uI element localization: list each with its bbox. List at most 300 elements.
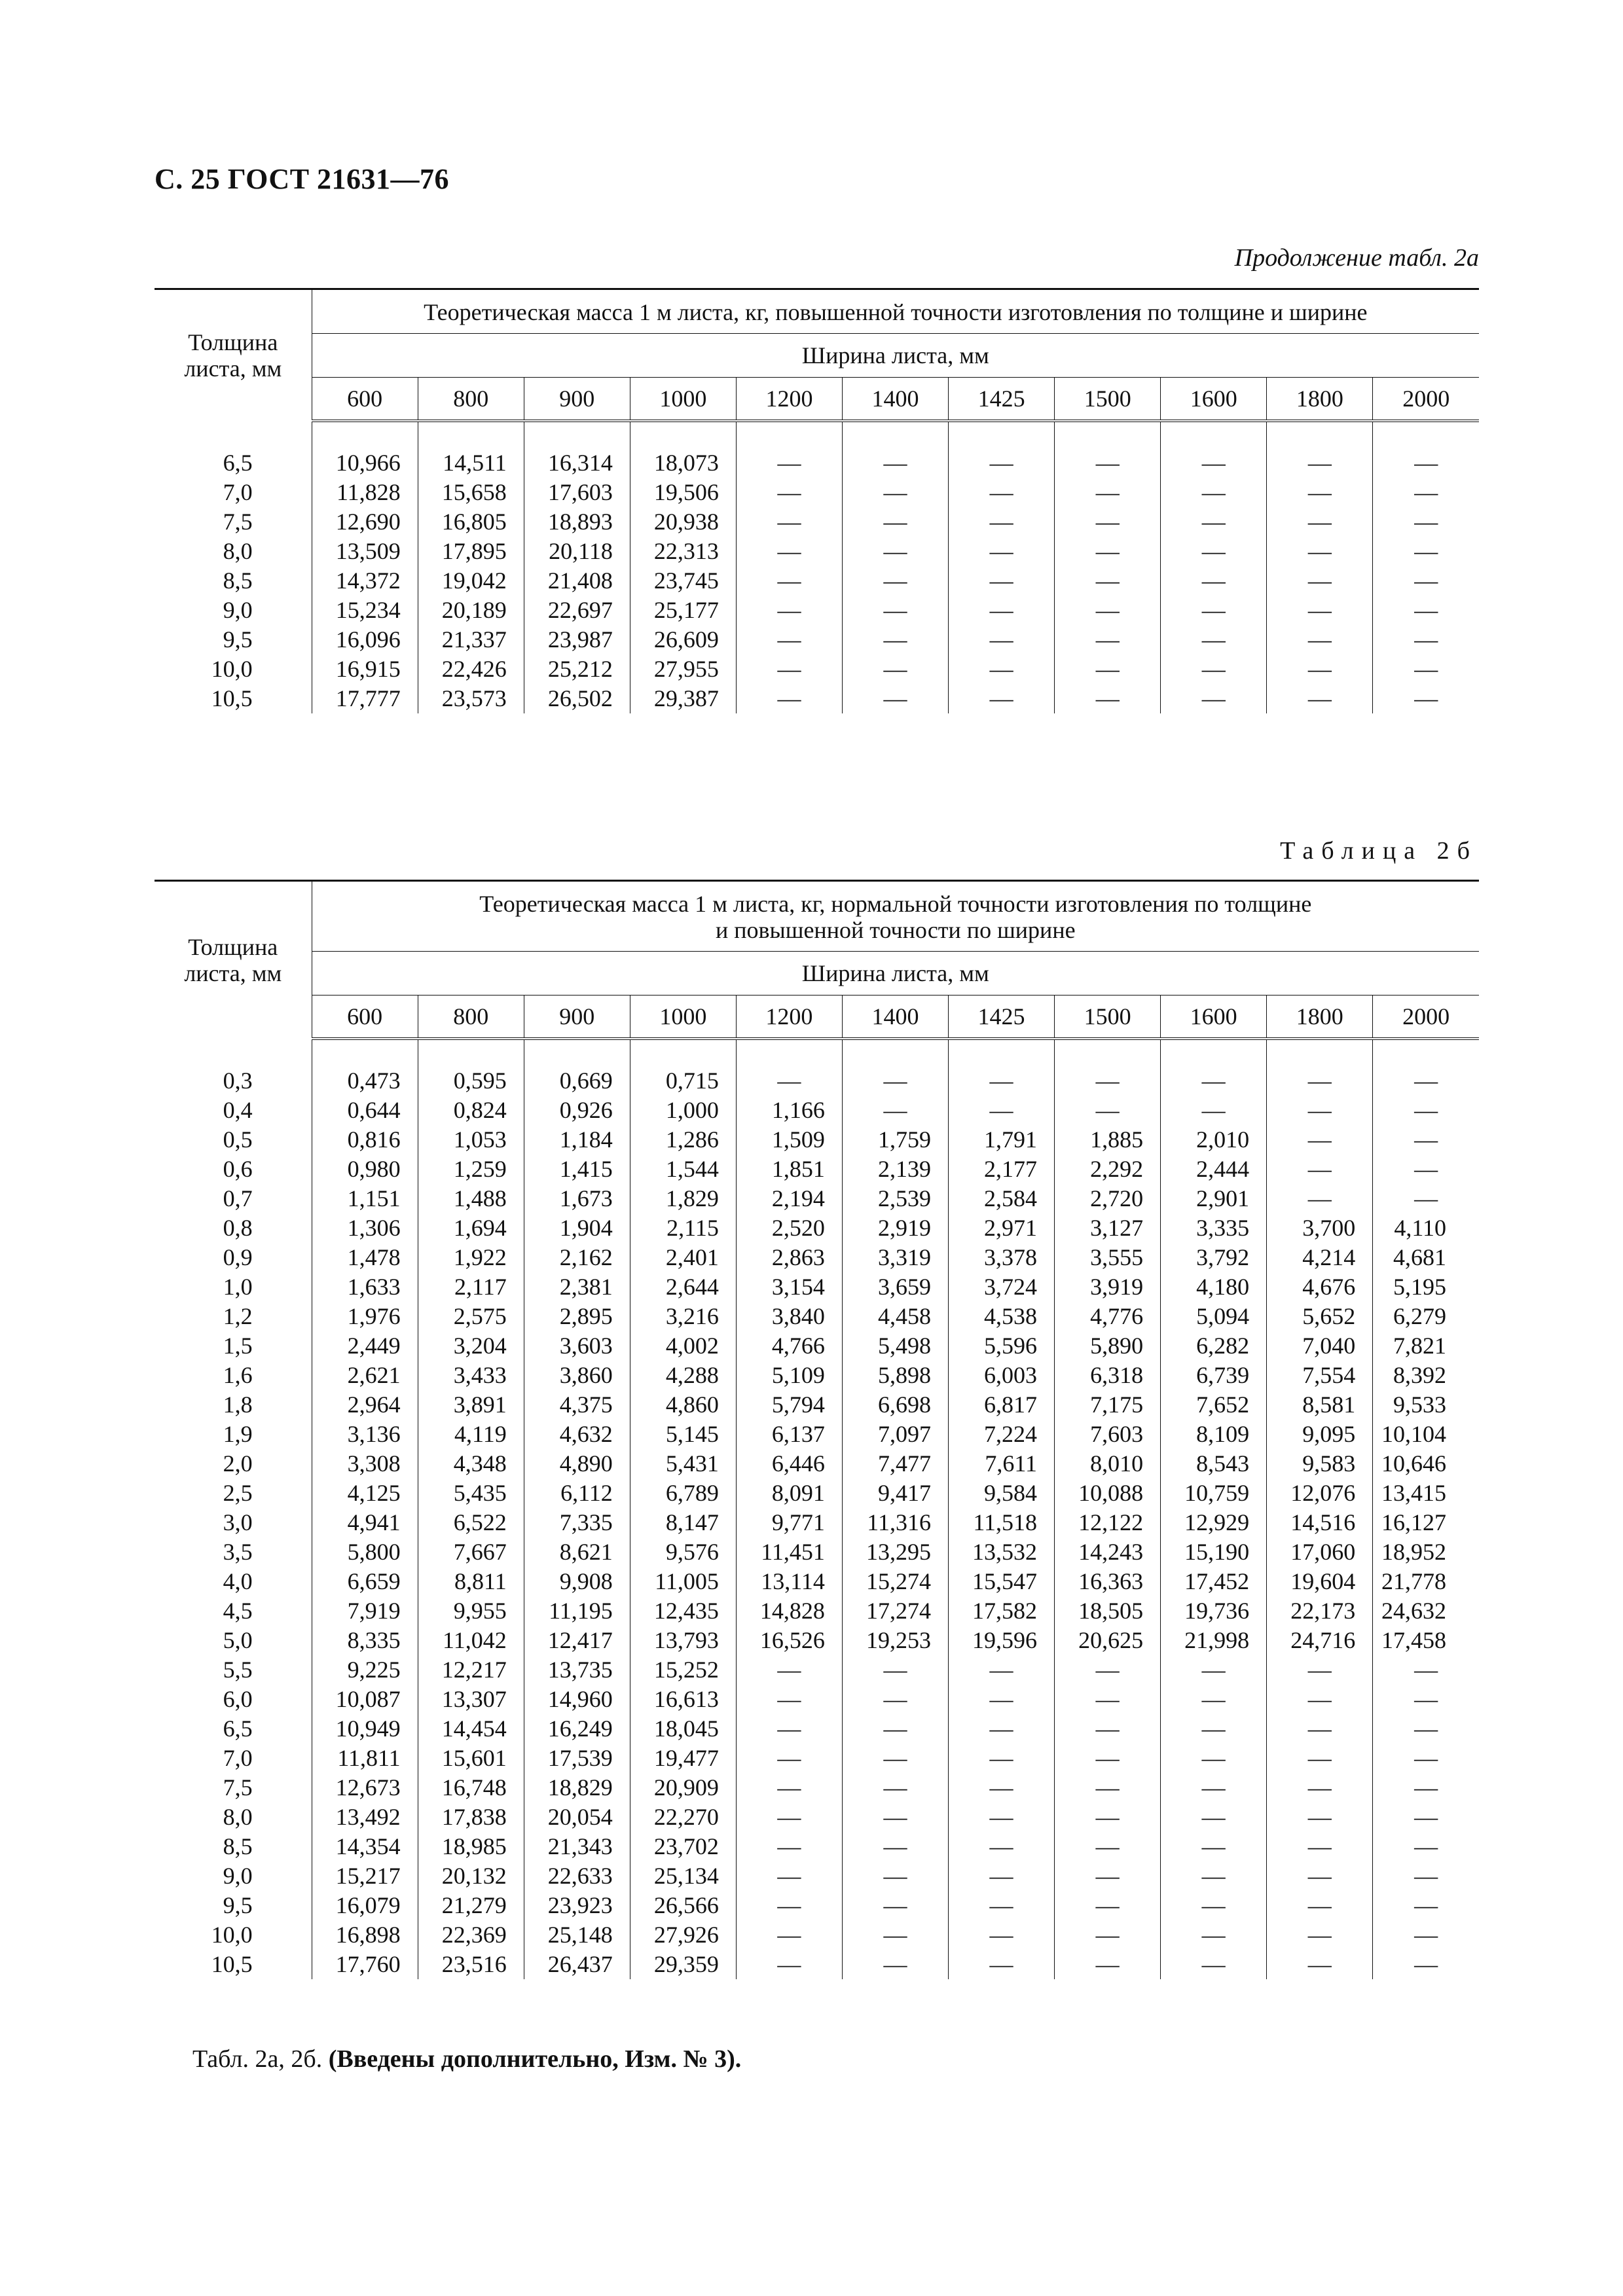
- thickness-cell: 7,5: [155, 1773, 312, 1803]
- mass-cell: 15,234: [312, 596, 418, 625]
- mass-cell: —: [948, 1066, 1054, 1096]
- mass-cell: 3,659: [842, 1272, 948, 1302]
- mass-cell: 21,337: [418, 625, 524, 655]
- mass-cell: 5,109: [736, 1361, 842, 1390]
- mass-cell: 1,851: [736, 1155, 842, 1184]
- mass-cell: 2,194: [736, 1184, 842, 1213]
- mass-cell: 3,127: [1055, 1213, 1161, 1243]
- mass-cell: 18,073: [630, 448, 736, 478]
- mass-cell: 2,139: [842, 1155, 948, 1184]
- caption-line: Теоретическая масса 1 м листа, кг, повышенной точности изготовления по толщине и ширине: [424, 299, 1368, 325]
- mass-cell: 3,216: [630, 1302, 736, 1331]
- mass-cell: 2,971: [948, 1213, 1054, 1243]
- mass-cell: 4,766: [736, 1331, 842, 1361]
- mass-cell: —: [1267, 1950, 1373, 1979]
- mass-cell: —: [1161, 507, 1267, 537]
- mass-cell: —: [1161, 1950, 1267, 1979]
- mass-cell: 11,005: [630, 1567, 736, 1596]
- mass-cell: 8,811: [418, 1567, 524, 1596]
- mass-cell: —: [1414, 1745, 1438, 1771]
- thickness-cell: 9,0: [155, 596, 312, 625]
- mass-cell: 1,922: [418, 1243, 524, 1272]
- mass-cell: 4,681: [1393, 1244, 1446, 1270]
- mass-cell: 17,060: [1267, 1537, 1373, 1567]
- mass-cell: 22,426: [418, 655, 524, 684]
- thickness-cell: 6,5: [155, 1714, 312, 1744]
- mass-cell: —: [1055, 1685, 1161, 1714]
- mass-cell: 1,053: [418, 1125, 524, 1155]
- mass-cell: 14,511: [418, 448, 524, 478]
- column-header: 1400: [842, 996, 948, 1039]
- mass-cell: —: [1414, 1126, 1438, 1153]
- mass-cell: 5,596: [948, 1331, 1054, 1361]
- mass-cell: —: [1414, 1922, 1438, 1948]
- table-row: [155, 1243, 1479, 1272]
- mass-cell: 29,387: [630, 684, 736, 713]
- mass-cell: 10,949: [312, 1714, 418, 1744]
- mass-cell: 3,840: [736, 1302, 842, 1331]
- mass-cell: 4,890: [524, 1449, 630, 1479]
- mass-cell: 23,516: [418, 1950, 524, 1979]
- table-row: [155, 1155, 1479, 1184]
- mass-cell: —: [1414, 450, 1438, 476]
- mass-cell: 6,003: [948, 1361, 1054, 1390]
- mass-cell: —: [1161, 655, 1267, 684]
- mass-cell: 1,286: [630, 1125, 736, 1155]
- mass-cell: 23,702: [630, 1832, 736, 1861]
- thickness-cell: 1,6: [155, 1361, 312, 1390]
- mass-cell: —: [1414, 1185, 1438, 1211]
- mass-cell: —: [1055, 1744, 1161, 1773]
- mass-cell: —: [948, 1744, 1054, 1773]
- mass-cell: 26,566: [630, 1891, 736, 1920]
- mass-cell: 5,094: [1161, 1302, 1267, 1331]
- mass-cell: —: [1055, 1891, 1161, 1920]
- table-row: [155, 1272, 1479, 1302]
- mass-cell: —: [842, 1950, 948, 1979]
- mass-cell: 0,595: [418, 1066, 524, 1096]
- mass-cell: —: [1267, 448, 1373, 478]
- thickness-cell: 3,5: [155, 1537, 312, 1567]
- mass-cell: 3,919: [1055, 1272, 1161, 1302]
- column-header: 1000: [630, 378, 736, 422]
- table-caption: [312, 881, 1479, 952]
- thickness-cell: 4,5: [155, 1596, 312, 1626]
- mass-cell: 3,792: [1161, 1243, 1267, 1272]
- mass-cell: 4,119: [418, 1420, 524, 1449]
- mass-cell: 16,805: [418, 507, 524, 537]
- thickness-cell: 2,0: [155, 1449, 312, 1479]
- mass-cell: 6,698: [842, 1390, 948, 1420]
- mass-cell: 12,673: [312, 1773, 418, 1803]
- mass-cell: —: [1161, 1714, 1267, 1744]
- mass-cell: 15,190: [1161, 1537, 1267, 1567]
- table-row: [155, 1567, 1479, 1596]
- mass-cell: 17,603: [524, 478, 630, 507]
- table-row: [155, 1861, 1479, 1891]
- mass-cell: 16,249: [524, 1714, 630, 1744]
- mass-cell: 14,454: [418, 1714, 524, 1744]
- mass-cell: 27,926: [630, 1920, 736, 1950]
- mass-cell: 9,576: [630, 1537, 736, 1567]
- column-header: 900: [524, 996, 630, 1039]
- mass-cell: 1,904: [524, 1213, 630, 1243]
- table-row: [155, 1685, 1479, 1714]
- mass-cell: —: [1267, 655, 1373, 684]
- mass-cell: 8,091: [736, 1479, 842, 1508]
- mass-cell: 2,381: [524, 1272, 630, 1302]
- mass-cell: 18,952: [1381, 1539, 1446, 1565]
- mass-cell: —: [1161, 1891, 1267, 1920]
- mass-cell: 5,435: [418, 1479, 524, 1508]
- mass-cell: —: [736, 566, 842, 596]
- mass-cell: 7,652: [1161, 1390, 1267, 1420]
- mass-cell: 10,088: [1055, 1479, 1161, 1508]
- mass-cell: —: [843, 448, 949, 478]
- mass-cell: —: [1414, 538, 1438, 564]
- mass-cell: —: [1267, 537, 1373, 566]
- mass-cell: 2,117: [418, 1272, 524, 1302]
- thickness-cell: 10,5: [155, 684, 312, 713]
- mass-cell: —: [1161, 1832, 1267, 1861]
- mass-cell: —: [736, 1891, 842, 1920]
- mass-cell: 15,252: [630, 1655, 736, 1685]
- mass-cell: —: [949, 625, 1055, 655]
- mass-cell: —: [842, 1714, 948, 1744]
- mass-cell: 6,446: [736, 1449, 842, 1479]
- column-header: 1600: [1161, 996, 1267, 1039]
- mass-cell: —: [1055, 1832, 1161, 1861]
- mass-cell: 21,778: [1381, 1568, 1446, 1594]
- mass-cell: —: [1161, 537, 1267, 566]
- mass-cell: 9,533: [1393, 1391, 1446, 1418]
- mass-cell: 7,919: [312, 1596, 418, 1626]
- mass-cell: —: [1414, 1067, 1438, 1094]
- mass-cell: —: [842, 1655, 948, 1685]
- mass-cell: —: [736, 596, 842, 625]
- thickness-cell: 8,5: [155, 566, 312, 596]
- mass-cell: —: [1414, 1156, 1438, 1182]
- mass-cell: 2,720: [1055, 1184, 1161, 1213]
- mass-cell: 14,372: [312, 566, 418, 596]
- mass-cell: 1,976: [312, 1302, 418, 1331]
- table-row: [155, 478, 1479, 507]
- mass-cell: 1,673: [524, 1184, 630, 1213]
- width-header: Ширина листа, мм: [312, 952, 1479, 996]
- mass-cell: 16,748: [418, 1773, 524, 1803]
- mass-cell: 16,079: [312, 1891, 418, 1920]
- mass-cell: —: [736, 507, 842, 537]
- table-row: [155, 625, 1479, 655]
- column-header: 1425: [948, 996, 1054, 1039]
- mass-cell: 7,335: [524, 1508, 630, 1537]
- mass-cell: —: [736, 1655, 842, 1685]
- table-row: [155, 684, 1479, 713]
- mass-cell: 19,736: [1161, 1596, 1267, 1626]
- mass-cell: 1,478: [312, 1243, 418, 1272]
- thickness-cell: 0,9: [155, 1243, 312, 1272]
- mass-cell: —: [1161, 625, 1267, 655]
- mass-cell: 0,669: [524, 1066, 630, 1096]
- mass-cell: 1,259: [418, 1155, 524, 1184]
- column-header: 2000: [1373, 996, 1479, 1039]
- mass-cell: 10,646: [1381, 1450, 1446, 1477]
- mass-cell: 8,392: [1393, 1362, 1446, 1388]
- mass-cell: 2,964: [312, 1390, 418, 1420]
- mass-cell: —: [1055, 1066, 1161, 1096]
- mass-cell: 17,452: [1161, 1567, 1267, 1596]
- thickness-cell: 4,0: [155, 1567, 312, 1596]
- mass-cell: 16,613: [630, 1685, 736, 1714]
- mass-cell: 5,145: [630, 1420, 736, 1449]
- mass-cell: 11,828: [312, 478, 418, 507]
- mass-cell: —: [1414, 656, 1438, 682]
- mass-cell: —: [736, 478, 842, 507]
- mass-cell: 18,829: [524, 1773, 630, 1803]
- mass-cell: —: [948, 1714, 1054, 1744]
- mass-cell: —: [736, 1066, 842, 1096]
- footnote-prefix: Табл. 2а, 2б.: [192, 2045, 323, 2073]
- table-row: [155, 1626, 1479, 1655]
- mass-cell: 1,694: [418, 1213, 524, 1243]
- mass-cell: —: [1414, 479, 1438, 505]
- mass-cell: 19,506: [630, 478, 736, 507]
- mass-cell: —: [736, 1773, 842, 1803]
- mass-cell: —: [842, 1096, 948, 1125]
- mass-cell: —: [1055, 596, 1161, 625]
- mass-cell: 2,575: [418, 1302, 524, 1331]
- table-row: [155, 537, 1479, 566]
- column-header: 1200: [736, 996, 842, 1039]
- mass-cell: 9,955: [418, 1596, 524, 1626]
- footnote: [192, 2045, 741, 2073]
- mass-cell: —: [1267, 1685, 1373, 1714]
- thickness-cell: 6,5: [155, 448, 312, 478]
- mass-cell: 16,127: [1381, 1509, 1446, 1535]
- mass-cell: —: [1055, 1861, 1161, 1891]
- column-header: 900: [524, 378, 630, 422]
- table-row: [155, 566, 1479, 596]
- mass-cell: 2,919: [842, 1213, 948, 1243]
- thickness-cell: 0,7: [155, 1184, 312, 1213]
- mass-cell: —: [1414, 1863, 1438, 1889]
- mass-cell: —: [1267, 1803, 1373, 1832]
- thickness-cell: 8,0: [155, 537, 312, 566]
- mass-cell: 4,458: [842, 1302, 948, 1331]
- mass-cell: —: [736, 684, 842, 713]
- mass-cell: 0,926: [524, 1096, 630, 1125]
- mass-cell: —: [1055, 684, 1161, 713]
- mass-cell: —: [1414, 567, 1438, 594]
- column-header: 1800: [1267, 378, 1373, 422]
- mass-cell: —: [736, 1685, 842, 1714]
- table-row: [155, 655, 1479, 684]
- mass-cell: —: [1267, 1155, 1373, 1184]
- mass-cell: 7,603: [1055, 1420, 1161, 1449]
- mass-cell: 10,087: [312, 1685, 418, 1714]
- table-row: [155, 1479, 1479, 1508]
- column-header: 1500: [1055, 996, 1161, 1039]
- mass-cell: 16,898: [312, 1920, 418, 1950]
- mass-cell: 9,095: [1267, 1420, 1373, 1449]
- mass-cell: 2,895: [524, 1302, 630, 1331]
- mass-cell: —: [948, 1832, 1054, 1861]
- stub-header: Толщина листа, мм: [155, 289, 312, 422]
- mass-cell: 23,745: [630, 566, 736, 596]
- mass-cell: —: [1055, 537, 1161, 566]
- mass-cell: 8,147: [630, 1508, 736, 1537]
- thickness-cell: 0,8: [155, 1213, 312, 1243]
- mass-cell: 3,433: [418, 1361, 524, 1390]
- mass-cell: 24,632: [1381, 1598, 1446, 1624]
- mass-cell: 4,776: [1055, 1302, 1161, 1331]
- mass-cell: 2,449: [312, 1331, 418, 1361]
- table-row: [155, 1449, 1479, 1479]
- mass-cell: —: [1414, 1951, 1438, 1977]
- mass-cell: 22,633: [524, 1861, 630, 1891]
- mass-cell: 7,477: [842, 1449, 948, 1479]
- mass-cell: —: [843, 596, 949, 625]
- mass-cell: —: [1055, 566, 1161, 596]
- mass-cell: 3,204: [418, 1331, 524, 1361]
- mass-cell: —: [736, 1714, 842, 1744]
- mass-cell: 6,282: [1161, 1331, 1267, 1361]
- caption-line: Теоретическая масса 1 м листа, кг, нормальной точности изготовления по толщине: [479, 891, 1312, 917]
- column-header: 600: [312, 996, 418, 1039]
- mass-cell: 21,279: [418, 1891, 524, 1920]
- mass-cell: 4,348: [418, 1449, 524, 1479]
- table-row: [155, 1596, 1479, 1626]
- mass-cell: 18,893: [524, 507, 630, 537]
- mass-cell: 5,890: [1055, 1331, 1161, 1361]
- mass-cell: 18,045: [630, 1714, 736, 1744]
- mass-cell: 16,915: [312, 655, 418, 684]
- mass-cell: —: [842, 1920, 948, 1950]
- caption-line: и повышенной точности по ширине: [716, 917, 1076, 943]
- mass-cell: 14,243: [1055, 1537, 1161, 1567]
- mass-cell: 6,659: [312, 1567, 418, 1596]
- table-row: [155, 1184, 1479, 1213]
- thickness-cell: 0,5: [155, 1125, 312, 1155]
- mass-cell: 1,184: [524, 1125, 630, 1155]
- mass-cell: 1,415: [524, 1155, 630, 1184]
- mass-cell: 20,625: [1055, 1626, 1161, 1655]
- mass-cell: 17,274: [842, 1596, 948, 1626]
- table-row: [155, 1714, 1479, 1744]
- column-header: 1600: [1161, 378, 1267, 422]
- table-2b-label: Таблица 2б: [1280, 837, 1478, 865]
- thickness-cell: 1,9: [155, 1420, 312, 1449]
- table-row: [155, 1655, 1479, 1685]
- mass-cell: —: [1414, 1804, 1438, 1830]
- thickness-cell: 2,5: [155, 1479, 312, 1508]
- mass-cell: 2,584: [948, 1184, 1054, 1213]
- mass-cell: 1,885: [1055, 1125, 1161, 1155]
- stub-header: Толщина листа, мм: [155, 881, 312, 1039]
- mass-cell: —: [1161, 1773, 1267, 1803]
- mass-cell: —: [949, 478, 1055, 507]
- mass-cell: 8,010: [1055, 1449, 1161, 1479]
- table-row: [155, 1420, 1479, 1449]
- mass-cell: 22,270: [630, 1803, 736, 1832]
- thickness-cell: 0,4: [155, 1096, 312, 1125]
- mass-cell: 5,794: [736, 1390, 842, 1420]
- footnote-amendment: (Введены дополнительно, Изм. № 3).: [328, 2045, 742, 2073]
- width-header: Ширина листа, мм: [312, 334, 1479, 378]
- mass-cell: 5,652: [1267, 1302, 1373, 1331]
- mass-cell: 17,760: [312, 1950, 418, 1979]
- mass-cell: 3,136: [312, 1420, 418, 1449]
- mass-cell: —: [842, 1861, 948, 1891]
- mass-cell: 10,759: [1161, 1479, 1267, 1508]
- spacer-row: [155, 1039, 1479, 1066]
- mass-cell: 7,097: [842, 1420, 948, 1449]
- mass-cell: —: [1267, 1773, 1373, 1803]
- mass-cell: 3,319: [842, 1243, 948, 1272]
- mass-cell: —: [948, 1891, 1054, 1920]
- mass-cell: 6,318: [1055, 1361, 1161, 1390]
- table-row: [155, 1331, 1479, 1361]
- mass-cell: —: [949, 684, 1055, 713]
- mass-cell: 17,838: [418, 1803, 524, 1832]
- mass-cell: 14,828: [736, 1596, 842, 1626]
- mass-cell: —: [1055, 1920, 1161, 1950]
- mass-cell: 5,195: [1393, 1274, 1446, 1300]
- mass-cell: 20,054: [524, 1803, 630, 1832]
- table-row: [155, 1920, 1479, 1950]
- mass-cell: —: [948, 1920, 1054, 1950]
- mass-cell: 29,359: [630, 1950, 736, 1979]
- mass-cell: 1,488: [418, 1184, 524, 1213]
- mass-cell: 3,154: [736, 1272, 842, 1302]
- mass-cell: 17,582: [948, 1596, 1054, 1626]
- mass-cell: —: [1055, 448, 1161, 478]
- mass-cell: —: [843, 655, 949, 684]
- mass-cell: —: [1414, 626, 1438, 653]
- mass-cell: —: [1161, 684, 1267, 713]
- mass-cell: —: [1414, 1686, 1438, 1712]
- table-row: [155, 596, 1479, 625]
- mass-cell: —: [949, 596, 1055, 625]
- mass-cell: 8,543: [1161, 1449, 1267, 1479]
- thickness-cell: 9,5: [155, 1891, 312, 1920]
- mass-cell: —: [1055, 1714, 1161, 1744]
- mass-cell: —: [1267, 684, 1373, 713]
- mass-cell: 13,532: [948, 1537, 1054, 1567]
- mass-cell: 15,547: [948, 1567, 1054, 1596]
- mass-cell: 23,987: [524, 625, 630, 655]
- mass-cell: —: [1161, 1861, 1267, 1891]
- column-header: 2000: [1373, 378, 1479, 422]
- mass-cell: 8,621: [524, 1537, 630, 1567]
- mass-cell: 15,601: [418, 1744, 524, 1773]
- mass-cell: 2,644: [630, 1272, 736, 1302]
- mass-cell: —: [1414, 1774, 1438, 1801]
- mass-cell: 1,306: [312, 1213, 418, 1243]
- column-header: 1425: [949, 378, 1055, 422]
- column-header-row: [155, 996, 1479, 1039]
- mass-cell: 11,195: [524, 1596, 630, 1626]
- thickness-cell: 9,0: [155, 1861, 312, 1891]
- mass-cell: —: [1161, 566, 1267, 596]
- mass-cell: 1,151: [312, 1184, 418, 1213]
- mass-cell: —: [736, 1861, 842, 1891]
- mass-cell: —: [1267, 1832, 1373, 1861]
- mass-cell: 26,502: [524, 684, 630, 713]
- mass-cell: 7,821: [1393, 1333, 1446, 1359]
- mass-cell: 4,002: [630, 1331, 736, 1361]
- mass-cell: 26,437: [524, 1950, 630, 1979]
